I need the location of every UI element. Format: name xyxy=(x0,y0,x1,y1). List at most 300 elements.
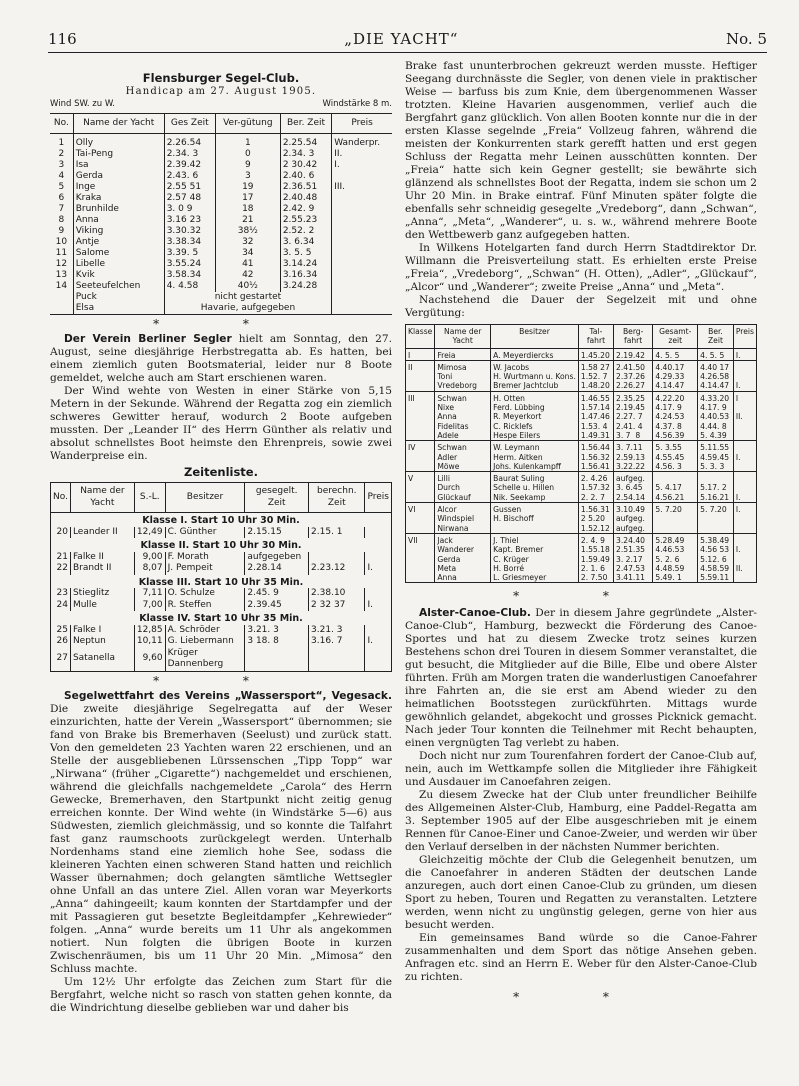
table-row xyxy=(51,625,392,637)
table-cell: 7 xyxy=(50,204,73,215)
table-cell: 10,11 xyxy=(134,636,165,648)
table-cell: 4 xyxy=(50,171,73,182)
table-cell: 3.16.34 xyxy=(280,270,331,281)
zeitenliste-title: Zeitenliste. xyxy=(184,465,258,479)
table-cell: I. xyxy=(733,472,756,503)
table-row xyxy=(50,171,392,182)
table-cell: I. xyxy=(365,600,392,612)
table-cell: Freia xyxy=(435,348,491,360)
table-cell: O. Schulze xyxy=(165,588,245,600)
table-cell: 5.17. 2 5.16.21 xyxy=(698,472,734,503)
table-cell: Elsa xyxy=(73,303,164,315)
berliner-paragraph-1 xyxy=(50,333,392,385)
table-cell: Jack Wanderer Gerda Meta Anna xyxy=(435,533,491,582)
table-cell: 3 xyxy=(215,171,280,182)
table-row xyxy=(51,563,392,575)
table-cell: 3. 6.34 xyxy=(280,237,331,248)
table-cell: Kvik xyxy=(73,270,164,281)
table-cell xyxy=(309,552,365,564)
separator-stars-3: * * xyxy=(513,589,649,604)
table-cell: 3 18. 8 xyxy=(245,636,309,648)
table-cell: 2.26.54 xyxy=(164,134,215,150)
table-cell: 41 xyxy=(215,259,280,270)
table-cell: 3.30.32 xyxy=(164,226,215,237)
table-cell: 19 xyxy=(215,182,280,193)
table-cell: Anna xyxy=(73,215,164,226)
wassersport-col-header: Besitzer xyxy=(491,325,579,349)
table-cell: 2.36.51 xyxy=(280,182,331,193)
table-cell: H. Otten Ferd. Lübbing R. Meyerkort C. Ricklefs Hespe Eilers xyxy=(491,391,579,440)
table-cell: Isa xyxy=(73,160,164,171)
table-cell: 1.46.55 1.57.14 1.47.46 1.53. 4 1.49.31 xyxy=(578,391,613,440)
table-cell: Neptun xyxy=(70,636,134,648)
table-cell: VII xyxy=(406,533,435,582)
table-cell: 0 xyxy=(215,149,280,160)
table-cell: W. Leymann Herm. Aitken Johs. Kulenkampff xyxy=(491,441,579,472)
table-cell: 12,49 xyxy=(134,527,165,539)
table-cell: 2.55 51 xyxy=(164,182,215,193)
wind-info xyxy=(50,98,392,111)
wassersport-col-header: Preis xyxy=(733,325,756,349)
table-cell xyxy=(50,292,73,303)
wind-strength: Windstärke 8 m. xyxy=(322,99,392,109)
table-cell: 4.22.20 4.17. 9 4.24.53 4.37. 8 4.56.39 xyxy=(653,391,698,440)
right-column xyxy=(405,60,757,1006)
table-cell: Kraka xyxy=(73,193,164,204)
table-cell: Brandt II xyxy=(70,563,134,575)
berliner-col-header: berechn. Zeit xyxy=(309,483,365,513)
table-cell: II. xyxy=(334,149,343,159)
table-cell: I. xyxy=(334,160,340,170)
wassersport-paragraph-1 xyxy=(50,690,392,976)
table-cell: 32 xyxy=(215,237,280,248)
table-cell xyxy=(332,226,392,237)
table-cell: 4.33.20 4.17. 9 4.40.53 4.44. 8 5. 4.39 xyxy=(698,391,734,440)
table-cell xyxy=(332,292,392,303)
issue-number: No. 5 xyxy=(726,30,767,48)
table-cell: 2.34. 3 xyxy=(164,149,215,160)
class-heading: Klasse I. Start 10 Uhr 30 Min. xyxy=(51,513,392,527)
alster-paragraph-2: Doch nicht nur zum Tourenfahren fordert der Canoe-Club auf, nein, auch im Wettkampfe sollen die Mitglieder ihre Fähigkeit und Ausdauer im Canoefahren zeigen. xyxy=(405,750,757,789)
table-cell: Alcor Windspiel Nirwana xyxy=(435,503,491,534)
table-cell: 17 xyxy=(215,193,280,204)
alster-paragraph-1 xyxy=(405,607,757,750)
table-cell: 2.25.54 xyxy=(280,134,331,150)
table-cell: 2.55.23 xyxy=(280,215,331,226)
table-cell: Mulle xyxy=(70,600,134,612)
table-cell: 42 xyxy=(215,270,280,281)
table-cell xyxy=(332,237,392,248)
table-cell: Satanella xyxy=(70,648,134,672)
table-cell: III xyxy=(406,391,435,440)
table-cell: Brunhilde xyxy=(73,204,164,215)
table-row xyxy=(50,226,392,237)
table-cell: Viking xyxy=(73,226,164,237)
table-cell: Falke I xyxy=(70,625,134,637)
table-row xyxy=(50,303,392,315)
class-row xyxy=(51,538,392,552)
table-cell: aufgeg. 3. 6.45 2.54.14 xyxy=(614,472,653,503)
table-cell: 27 xyxy=(51,648,71,672)
table-cell xyxy=(332,248,392,259)
table-cell: J. Thiel Kapt. Bremer C. Krüger H. Borré L. Griesmeyer xyxy=(491,533,579,582)
regatta-paragraph-2: In Wilkens Hotelgarten fand durch Herrn Stadtdirektor Dr. Willmann die Preisverteilung statt. Es erhielten erste Preise „Freia“, „Vredeborg“, „Schwan“ (H. Otten), „Adler“, „Glückauf“, „Alcor“ und „Wanderer“; zweite Preise „Anna“ und „Meta“. xyxy=(405,242,757,293)
table-cell: 14 xyxy=(50,281,73,292)
table-cell: Gerda xyxy=(73,171,164,182)
table-cell: 2.40.48 xyxy=(280,193,331,204)
table-row xyxy=(50,160,392,171)
wassersport-table xyxy=(405,324,757,583)
table-cell: 2.52. 2 xyxy=(280,226,331,237)
wassersport-paragraph-2: Um 12½ Uhr erfolgte das Zeichen zum Start für die Bergfahrt, welche nicht so rasch von statten gehen konnte, da die Windrichtung dieselbe geblieben war und daher bis xyxy=(50,975,392,1014)
table-cell: 3 xyxy=(50,160,73,171)
table-cell: 18 xyxy=(215,204,280,215)
flensburg-table xyxy=(50,113,392,315)
table-cell xyxy=(365,648,392,672)
berliner-col-header: S.-L. xyxy=(134,483,165,513)
table-cell: 21 xyxy=(215,215,280,226)
table-row xyxy=(50,292,392,303)
table-cell: G. Liebermann xyxy=(165,636,245,648)
table-cell: Wanderpr. xyxy=(334,138,381,148)
table-cell: 9 xyxy=(215,160,280,171)
table-row xyxy=(50,281,392,292)
table-cell: 4.40 17 4.26.58 4.14.47 xyxy=(698,360,734,391)
berliner-col-header: No. xyxy=(51,483,71,513)
table-cell: 5. 3.55 4.55.45 4.56. 3 xyxy=(653,441,698,472)
table-cell: 11 xyxy=(50,248,73,259)
table-cell: 2.40. 6 xyxy=(280,171,331,182)
table-cell: 7,11 xyxy=(134,588,165,600)
alster-text-1: Der in diesem Jahre gegründete „Alster-Canoe-Club“, Hamburg, bezweckt die Förderung des Canoe-Sportes und hat zu diesem Zwecke trotz seines kurzen Bestehens schon drei Touren in diesem Sommer veranstaltet, die gut besucht, die Mitglieder auf die Bille, Elbe und obere Alster führten. Früh am Morgen traten die wanderlustigen Canoefahrer ihre Fahrten an, die sie erst am Abend wieder zu den heimatlichen Bootsstegen zurückführten. Mittags wurde gewöhnlich gelandet, abgekocht und grosses Picknick gemacht. Nach jeder Tour konnten die Teilnehmer mit Recht behaupten, einen vergnügten Tag verlebt zu haben. xyxy=(405,607,757,750)
regatta-paragraph-1: Brake fast ununterbrochen gekreuzt werden musste. Heftiger Seegang durchnässte die Segler, von denen viele in praktischer Weise — barfuss bis zum Knie, dem übergenommenen Wasser trotzten. Kleine Havarien ausgenommen, verlief auch die Bergfahrt ganz glücklich. Von allen Booten konnte nur die in der ersten Klasse segelnde „Freia“ Vollzeug fahren, während die meisten der Konkurrenten stark gerefft hatten und erst gegen Schluss der Regatta mehr Leinen ausschütten konnten. Der „Freia“ hatte sich kein Gegner gestellt; sie bewährte sich glänzend als schnellstes Boot der Regatta, indem sie schon um 2 Uhr 20 Min. in Brake eintraf. Fünf Minuten später folgte die ebenfalls sehr schneidig gesegelte „Vredeborg“, dann „Schwan“, „Anna“, „Meta“, „Wanderer“, u. s. w., während mehrere Boote den Wettbewerb ganz aufgegeben hatten. xyxy=(405,60,757,241)
wassersport-col-header: Gesamt-zeit xyxy=(653,325,698,349)
table-cell: 9 xyxy=(50,226,73,237)
table-cell: 8,07 xyxy=(134,563,165,575)
table-cell: 3.24.40 2.51.35 3. 2.17 2.47.53 3.41.11 xyxy=(614,533,653,582)
table-group-row xyxy=(406,533,757,582)
table-row xyxy=(50,237,392,248)
table-cell: 13 xyxy=(50,270,73,281)
header-rule xyxy=(48,52,767,53)
page-number: 116 xyxy=(48,30,77,48)
table-cell: Inge xyxy=(73,182,164,193)
table-cell: 12,85 xyxy=(134,625,165,637)
table-cell: 2.38.10 xyxy=(309,588,365,600)
table-cell: 6 xyxy=(50,193,73,204)
table-cell: 3.16 23 xyxy=(164,215,215,226)
table-cell: Baurat Suling Schelle u. Hillen Nik. Seekamp xyxy=(491,472,579,503)
class-row xyxy=(51,575,392,589)
table-cell: 2.15.15 xyxy=(245,527,309,539)
table-cell: 2.15. 1 xyxy=(309,527,365,539)
alster-paragraph-4: Gleichzeitig möchte der Club die Gelegenheit benutzen, um die Canoefahrer in anderen Städten der deutschen Lande anzuregen, auch dort einen Canoe-Club zu gründen, um diesen Sport zu heben, Touren und Regatten zu veranstalten. Letztere werden, wenn nicht zu ungünstig gelegen, gerne von hier aus besucht werden. xyxy=(405,854,757,932)
table-cell: Mimosa Toni Vredeborg xyxy=(435,360,491,391)
table-group-row xyxy=(406,348,757,360)
table-cell xyxy=(245,648,309,672)
table-row xyxy=(50,215,392,226)
table-cell: 26 xyxy=(51,636,71,648)
table-row xyxy=(51,636,392,648)
table-cell: 1.56.31 2 5.20 1.52.12 xyxy=(578,503,613,534)
table-cell: 9,00 xyxy=(134,552,165,564)
table-cell: 2. 4. 9 1.55.18 1.59.49 2. 1. 6 2. 7.50 xyxy=(578,533,613,582)
table-cell xyxy=(332,204,392,215)
table-cell: aufgegeben xyxy=(245,552,309,564)
table-cell: 2.23.12 xyxy=(309,563,365,575)
table-cell: I II. xyxy=(733,391,756,440)
table-cell xyxy=(332,171,392,182)
table-cell: 1.58 27 1.52. 7 1.48.20 xyxy=(578,360,613,391)
table-cell: I. xyxy=(733,360,756,391)
table-cell: Krüger Dannenberg xyxy=(165,648,245,672)
table-cell: 12 xyxy=(50,259,73,270)
table-cell: Havarie, aufgegeben xyxy=(164,303,332,315)
table-cell: Lilli Durch Glückauf xyxy=(435,472,491,503)
table-cell: 4. 5. 5 xyxy=(698,348,734,360)
table-cell: 5. 4.17 4.56.21 xyxy=(653,472,698,503)
table-cell: 3.21. 3 xyxy=(245,625,309,637)
table-cell: Seeteufelchen xyxy=(73,281,164,292)
berliner-table xyxy=(50,482,392,672)
table-cell: 20 xyxy=(51,527,71,539)
table-cell: W. Jacobs H. Wurtmann u. Kons. Bremer Jachtclub xyxy=(491,360,579,391)
table-cell: nicht gestartet xyxy=(164,292,332,303)
flensburg-col-header: Ges Zeit xyxy=(164,114,215,134)
table-cell: 5. 7.20 xyxy=(698,503,734,534)
class-row xyxy=(51,611,392,625)
regatta-paragraph-3: Nachstehend die Dauer der Segelzeit mit und ohne Vergütung: xyxy=(405,294,757,319)
table-cell: 38½ xyxy=(215,226,280,237)
table-cell: Tai-Peng xyxy=(73,149,164,160)
table-cell: 24 xyxy=(51,600,71,612)
table-cell: 3. 0 9 xyxy=(164,204,215,215)
berliner-col-header: Preis xyxy=(365,483,392,513)
left-column xyxy=(50,62,392,1015)
table-cell xyxy=(365,552,392,564)
table-cell: III. xyxy=(334,182,346,192)
table-cell: 1 xyxy=(50,134,73,150)
table-cell: 2.41.50 2.37.26 2.26.27 xyxy=(614,360,653,391)
flensburg-col-header: Preis xyxy=(332,114,392,134)
wassersport-col-header: Ber. Zeit xyxy=(698,325,734,349)
berliner-col-header: gesegelt. Zeit xyxy=(245,483,309,513)
table-cell: 2 xyxy=(50,149,73,160)
table-cell: I xyxy=(406,348,435,360)
page-header xyxy=(48,30,767,48)
table-cell: IV xyxy=(406,441,435,472)
table-group-row xyxy=(406,391,757,440)
table-cell: 3.24.28 xyxy=(280,281,331,292)
table-cell: 2.39.45 xyxy=(245,600,309,612)
table-cell: Gussen H. Bischoff xyxy=(491,503,579,534)
flensburg-col-header: Ver-gütung xyxy=(215,114,280,134)
flensburg-col-header: Name der Yacht xyxy=(73,114,164,134)
wassersport-col-header: Klasse xyxy=(406,325,435,349)
table-cell: 3. 5. 5 xyxy=(280,248,331,259)
class-heading: Klasse III. Start 10 Uhr 35 Min. xyxy=(51,575,392,589)
table-cell: 4. 4.58 xyxy=(164,281,215,292)
table-cell: 40½ xyxy=(215,281,280,292)
table-cell: 2.42. 9 xyxy=(280,204,331,215)
table-cell: V xyxy=(406,472,435,503)
table-cell: J. Pempeit xyxy=(165,563,245,575)
table-cell: R. Steffen xyxy=(165,600,245,612)
table-row xyxy=(50,149,392,160)
journal-title: „DIE YACHT“ xyxy=(344,30,459,48)
table-row xyxy=(50,182,392,193)
table-cell: 5.28.49 4.46.53 5. 2. 6 4.48.59 5.49. 1 xyxy=(653,533,698,582)
table-cell: I. xyxy=(733,503,756,534)
table-cell: Leander II xyxy=(70,527,134,539)
table-cell: 25 xyxy=(51,625,71,637)
table-group-row xyxy=(406,360,757,391)
table-cell: I. xyxy=(365,636,392,648)
table-cell: VI xyxy=(406,503,435,534)
table-cell xyxy=(332,193,392,204)
class-row xyxy=(51,513,392,527)
table-cell: 3. 7.11 2.59.13 3.22.22 xyxy=(614,441,653,472)
table-cell: 8 xyxy=(50,215,73,226)
table-row xyxy=(50,193,392,204)
table-row xyxy=(50,270,392,281)
table-cell: 22 xyxy=(51,563,71,575)
table-cell: 2.19.42 xyxy=(614,348,653,360)
alster-paragraph-3: Zu diesem Zwecke hat der Club unter freundlicher Beihilfe des Allgemeinen Alster-Club, Hamburg, eine Paddel-Regatta am 3. September 1905 auf der Elbe ausgeschrieben mit je einem Rennen für Canoe-Einer und Canoe-Zweier, und werden wir über den Verlauf derselben in der nächsten Nummer berichten. xyxy=(405,789,757,854)
table-cell: 2.34. 3 xyxy=(280,149,331,160)
table-cell: I. II. xyxy=(733,533,756,582)
table-cell: 2.39.42 xyxy=(164,160,215,171)
alster-paragraph-5: Ein gemeinsames Band würde so die Canoe-Fahrer zusammenhalten und dem Sport das nötige Ansehen geben. Anfragen etc. sind an Herrn E. Weber für den Alster-Canoe-Club zu richten. xyxy=(405,932,757,984)
table-cell xyxy=(332,303,392,315)
table-cell xyxy=(365,527,392,539)
table-cell: 23 xyxy=(51,588,71,600)
table-cell: Antje xyxy=(73,237,164,248)
table-cell xyxy=(50,303,73,315)
separator-stars: * * xyxy=(153,317,289,331)
table-cell: I. xyxy=(733,348,756,360)
table-cell: 2.45. 9 xyxy=(245,588,309,600)
table-cell xyxy=(332,281,392,292)
table-cell xyxy=(365,588,392,600)
table-cell xyxy=(332,259,392,270)
table-cell: II xyxy=(406,360,435,391)
table-cell: 3.14.24 xyxy=(280,259,331,270)
table-cell: Olly xyxy=(73,134,164,150)
table-row xyxy=(50,134,392,150)
table-cell: 4.40.17 4.29.33 4.14.47 xyxy=(653,360,698,391)
table-cell: 2.43. 6 xyxy=(164,171,215,182)
table-cell: I. xyxy=(365,563,392,575)
table-cell: Puck xyxy=(73,292,164,303)
table-group-row xyxy=(406,441,757,472)
table-cell: 3.21. 3 xyxy=(309,625,365,637)
flensburg-title: Flensburger Segel-Club. xyxy=(142,71,300,85)
table-cell: C. Günther xyxy=(165,527,245,539)
berliner-paragraph-2: Der Wind wehte von Westen in einer Stärke von 5,15 Metern in der Sekunde. Während der Regatta zog ein ziemlich schweres Gewitter herauf, wodurch 2 Boote aufgeben mussten. Der „Leander II“ des Herrn Günther als relativ und absolut schnellstes Boot heimste den Ehrenpreis, sowie zwei Wanderpreise ein. xyxy=(50,385,392,462)
table-cell: 5 xyxy=(50,182,73,193)
table-cell: 2.35.25 2.19.45 2.27. 7 2.41. 4 3. 7 8 xyxy=(614,391,653,440)
table-row xyxy=(50,259,392,270)
table-cell: 3.16. 7 xyxy=(309,636,365,648)
table-cell: 3.10.49 aufgeg. aufgeg. xyxy=(614,503,653,534)
table-cell: 1 xyxy=(215,134,280,150)
table-cell: 5.38.49 4.56 53 5.12. 6 4.58.59 5.59.11 xyxy=(698,533,734,582)
table-cell: 3.39. 5 xyxy=(164,248,215,259)
table-cell: 3.55.24 xyxy=(164,259,215,270)
alster-lead: Alster-Canoe-Club. xyxy=(419,607,531,620)
table-cell: F. Morath xyxy=(165,552,245,564)
table-row xyxy=(51,552,392,564)
table-cell: 34 xyxy=(215,248,280,259)
separator-stars-4: * * xyxy=(513,990,649,1005)
table-cell xyxy=(332,215,392,226)
flensburg-col-header: Ber. Zeit xyxy=(280,114,331,134)
table-row xyxy=(51,527,392,539)
table-cell: I. xyxy=(733,441,756,472)
flensburg-subtitle: Handicap am 27. August 1905. xyxy=(125,86,317,97)
table-row xyxy=(51,600,392,612)
wassersport-col-header: Name der Yacht xyxy=(435,325,491,349)
berliner-col-header: Name der Yacht xyxy=(70,483,134,513)
flensburg-col-header: No. xyxy=(50,114,73,134)
table-cell: Salome xyxy=(73,248,164,259)
table-cell xyxy=(365,625,392,637)
table-group-row xyxy=(406,503,757,534)
table-cell: 2. 4.26 1.57.32 2. 2. 7 xyxy=(578,472,613,503)
table-group-row xyxy=(406,472,757,503)
table-cell: 1.56.44 1.56.32 1.56.41 xyxy=(578,441,613,472)
wassersport-lead: Segelwettfahrt des Vereins „Wassersport“, Vegesack. xyxy=(64,689,392,702)
table-row xyxy=(51,588,392,600)
table-cell: A. Schröder xyxy=(165,625,245,637)
table-row xyxy=(50,204,392,215)
table-cell: 5.11.55 4.59.45 5. 3. 3 xyxy=(698,441,734,472)
table-cell: 10 xyxy=(50,237,73,248)
table-cell: 3.38.34 xyxy=(164,237,215,248)
table-cell: 3.58.34 xyxy=(164,270,215,281)
table-row xyxy=(50,248,392,259)
table-cell: 2.57 48 xyxy=(164,193,215,204)
table-cell xyxy=(309,648,365,672)
table-cell xyxy=(332,270,392,281)
table-cell: 5. 7.20 xyxy=(653,503,698,534)
class-heading: Klasse II. Start 10 Uhr 30 Min. xyxy=(51,538,392,552)
berliner-lead: Der Verein Berliner Segler xyxy=(64,333,232,345)
table-cell: A. Meyerdiercks xyxy=(491,348,579,360)
table-cell: Schwan Nixe Anna Fidelitas Adele xyxy=(435,391,491,440)
berliner-col-header: Besitzer xyxy=(165,483,245,513)
wassersport-col-header: Tal-fahrt xyxy=(578,325,613,349)
wassersport-col-header: Berg-fahrt xyxy=(614,325,653,349)
table-cell: 1.45.20 xyxy=(578,348,613,360)
table-cell: 4. 5. 5 xyxy=(653,348,698,360)
berliner-text-1: hielt am Sonntag, den 27. August, seine diesjährige Herbstregatta ab. Es hatten, bei einem ziemlich guten Bootsmaterial, leider nur 8 Boote gemeldet, welche auch am Start erschienen waren. xyxy=(50,333,392,384)
table-cell: 2.28.14 xyxy=(245,563,309,575)
wind-direction: Wind SW. zu W. xyxy=(50,99,115,109)
wassersport-text-1: Die zweite diesjährige Segelregatta auf der Weser einzurichten, hatte der Verein „Wassersport“ übernommen; sie fand von Brake bis Bremerhaven (Seelust) und zurück statt. Von den gemeldeten 23 Yachten waren 22 erschienen, und an Stelle der ausgebliebenen Lürssenschen „Tipp Topp“ war „Nirwana“ (früher „Cigarette“) nachgemeldet und erschienen, während die gleichfalls nachgemeldete „Carola“ des Herrn Gewecke, Bremerhaven, den Startpunkt nicht zeitig genug erreichen konnte. Der Wind wehte (in Windstärke 5—6) aus Südwesten, ziemlich gleichmässig, und so konnte die Talfahrt fast ganz raumschoots zurückgelegt werden. Unterhalb Nordenhams stand eine ziemlich hohe See, sodass die kleineren Yachten einen schweren Stand hatten und reichlich Wasser übernahmen; doch gelangten sämtliche Wettsegler ohne Unfall an das untere Ziel. Allen voran war Meyerkorts „Anna“ dahingeeilt; kaum konnten der Startdampfer und der mit Passagieren gut besetzte Begleitdampfer „Kehrewieder“ folgen. „Anna“ wurde bereits um 11 Uhr als angekommen notiert. Nun folgten die übrigen Boote in kurzen Zwischenräumen, bis um 11 Uhr 20 Min. „Mimosa“ den Schluss machte. xyxy=(50,702,392,975)
table-cell: 2 30.42 xyxy=(280,160,331,171)
table-cell: Falke II xyxy=(70,552,134,564)
table-cell: 9,60 xyxy=(134,648,165,672)
table-row xyxy=(51,648,392,672)
table-cell: Libelle xyxy=(73,259,164,270)
table-cell: Stieglitz xyxy=(70,588,134,600)
class-heading: Klasse IV. Start 10 Uhr 35 Min. xyxy=(51,611,392,625)
separator-stars-2: * * xyxy=(153,673,289,688)
table-cell: 2 32 37 xyxy=(309,600,365,612)
table-cell: 7,00 xyxy=(134,600,165,612)
